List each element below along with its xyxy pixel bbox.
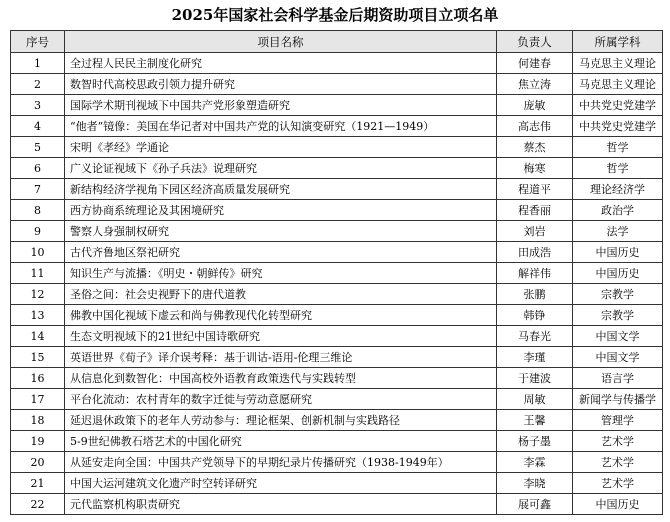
row-project-name: 数智时代高校思政引领力提升研究 (65, 74, 497, 95)
table-row (11, 242, 663, 263)
table-row (11, 431, 663, 452)
row-project-name: 圣俗之间：社会史视野下的唐代道教 (65, 284, 497, 305)
row-discipline: 中国历史 (573, 263, 663, 284)
row-discipline: 艺术学 (573, 431, 663, 452)
row-project-name: 广义论证视域下《孙子兵法》说理研究 (65, 158, 497, 179)
row-discipline: 宗教学 (573, 305, 663, 326)
table-row (11, 137, 663, 158)
row-leader: 展可鑫 (497, 494, 573, 515)
row-index: 16 (11, 368, 65, 389)
row-leader: 于建波 (497, 368, 573, 389)
table-row (11, 179, 663, 200)
row-project-name: “他者”镜像：美国在华记者对中国共产党的认知演变研究（1921—1949） (65, 116, 497, 137)
table-row (11, 452, 663, 473)
row-leader: 李晓 (497, 473, 573, 494)
table-row (11, 305, 663, 326)
row-project-name: 国际学术期刊视域下中国共产党形象塑造研究 (65, 95, 497, 116)
row-leader: 蔡杰 (497, 137, 573, 158)
row-discipline: 政治学 (573, 200, 663, 221)
row-leader: 解祥伟 (497, 263, 573, 284)
row-index: 10 (11, 242, 65, 263)
row-index: 1 (11, 53, 65, 74)
row-leader: 杨子墨 (497, 431, 573, 452)
row-project-name: 警察人身强制权研究 (65, 221, 497, 242)
row-index: 15 (11, 347, 65, 368)
row-discipline: 中国历史 (573, 242, 663, 263)
row-discipline: 哲学 (573, 137, 663, 158)
row-leader: 高志伟 (497, 116, 573, 137)
row-discipline: 艺术学 (573, 473, 663, 494)
row-project-name: 英语世界《荀子》译介误考释：基于训诂-语用-伦理三维论 (65, 347, 497, 368)
row-project-name: 从信息化到数智化：中国高校外语教育政策迭代与实践转型 (65, 368, 497, 389)
row-index: 22 (11, 494, 65, 515)
row-index: 4 (11, 116, 65, 137)
table-row (11, 368, 663, 389)
row-project-name: 西方协商系统理论及其困境研究 (65, 200, 497, 221)
table-row (11, 263, 663, 284)
row-discipline: 中共党史党建学 (573, 95, 663, 116)
table-row (11, 200, 663, 221)
row-project-name: 全过程人民民主制度化研究 (65, 53, 497, 74)
table-row (11, 158, 663, 179)
table-header-row (11, 31, 663, 53)
table-row (11, 95, 663, 116)
row-index: 12 (11, 284, 65, 305)
header-leader: 负责人 (497, 31, 573, 53)
row-index: 17 (11, 389, 65, 410)
row-project-name: 新结构经济学视角下园区经济高质量发展研究 (65, 179, 497, 200)
row-index: 13 (11, 305, 65, 326)
table-row (11, 473, 663, 494)
row-project-name: 知识生产与流播：《明史・朝鲜传》研究 (65, 263, 497, 284)
row-discipline: 理论经济学 (573, 179, 663, 200)
row-discipline: 中国文学 (573, 326, 663, 347)
row-leader: 周敏 (497, 389, 573, 410)
table-row (11, 410, 663, 431)
row-discipline: 中国文学 (573, 347, 663, 368)
row-discipline: 宗教学 (573, 284, 663, 305)
table-row (11, 284, 663, 305)
row-discipline: 管理学 (573, 410, 663, 431)
row-project-name: 5-9世纪佛教石塔艺术的中国化研究 (65, 431, 497, 452)
row-leader: 程道平 (497, 179, 573, 200)
table-row (11, 389, 663, 410)
row-index: 20 (11, 452, 65, 473)
row-index: 11 (11, 263, 65, 284)
row-index: 14 (11, 326, 65, 347)
row-discipline: 语言学 (573, 368, 663, 389)
row-leader: 王馨 (497, 410, 573, 431)
row-index: 21 (11, 473, 65, 494)
row-project-name: 生态文明视域下的21世纪中国诗歌研究 (65, 326, 497, 347)
row-project-name: 宋明《孝经》学通论 (65, 137, 497, 158)
row-project-name: 佛教中国化视域下虚云和尚与佛教现代化转型研究 (65, 305, 497, 326)
row-project-name: 延迟退休政策下的老年人劳动参与：理论框架、创新机制与实践路径 (65, 410, 497, 431)
row-discipline: 中国历史 (573, 494, 663, 515)
header-project-name: 项目名称 (65, 31, 497, 53)
table-row (11, 116, 663, 137)
row-project-name: 古代齐鲁地区祭祀研究 (65, 242, 497, 263)
row-index: 9 (11, 221, 65, 242)
row-leader: 程香丽 (497, 200, 573, 221)
row-project-name: 元代监察机构职责研究 (65, 494, 497, 515)
table-row (11, 494, 663, 515)
row-leader: 刘岩 (497, 221, 573, 242)
row-index: 8 (11, 200, 65, 221)
page-title: 2025年国家社会科学基金后期资助项目立项名单 (171, 6, 499, 24)
row-index: 7 (11, 179, 65, 200)
row-leader: 何建春 (497, 53, 573, 74)
row-leader: 李瑾 (497, 347, 573, 368)
row-leader: 庞敏 (497, 95, 573, 116)
table-row (11, 53, 663, 74)
row-leader: 张鹏 (497, 284, 573, 305)
table-row (11, 221, 663, 242)
row-index: 18 (11, 410, 65, 431)
row-discipline: 哲学 (573, 158, 663, 179)
row-index: 19 (11, 431, 65, 452)
row-project-name: 从延安走向全国：中国共产党领导下的早期纪录片传播研究（1938-1949年） (65, 452, 497, 473)
row-discipline: 法学 (573, 221, 663, 242)
row-leader: 韩铮 (497, 305, 573, 326)
row-discipline: 中共党史党建学 (573, 116, 663, 137)
row-index: 6 (11, 158, 65, 179)
header-index: 序号 (11, 31, 65, 53)
row-leader: 焦立涛 (497, 74, 573, 95)
row-index: 3 (11, 95, 65, 116)
row-discipline: 新闻学与传播学 (573, 389, 663, 410)
row-leader: 李霖 (497, 452, 573, 473)
row-project-name: 平台化流动：农村青年的数字迁徙与劳动意愿研究 (65, 389, 497, 410)
header-discipline: 所属学科 (573, 31, 663, 53)
row-index: 2 (11, 74, 65, 95)
row-discipline: 艺术学 (573, 452, 663, 473)
row-project-name: 中国大运河建筑文化遗产时空转译研究 (65, 473, 497, 494)
row-discipline: 马克思主义理论 (573, 74, 663, 95)
table-row (11, 74, 663, 95)
row-leader: 田成浩 (497, 242, 573, 263)
row-leader: 梅寒 (497, 158, 573, 179)
row-index: 5 (11, 137, 65, 158)
row-discipline: 马克思主义理论 (573, 53, 663, 74)
row-leader: 马春光 (497, 326, 573, 347)
table-row (11, 347, 663, 368)
table-row (11, 326, 663, 347)
project-list-table (10, 30, 663, 515)
